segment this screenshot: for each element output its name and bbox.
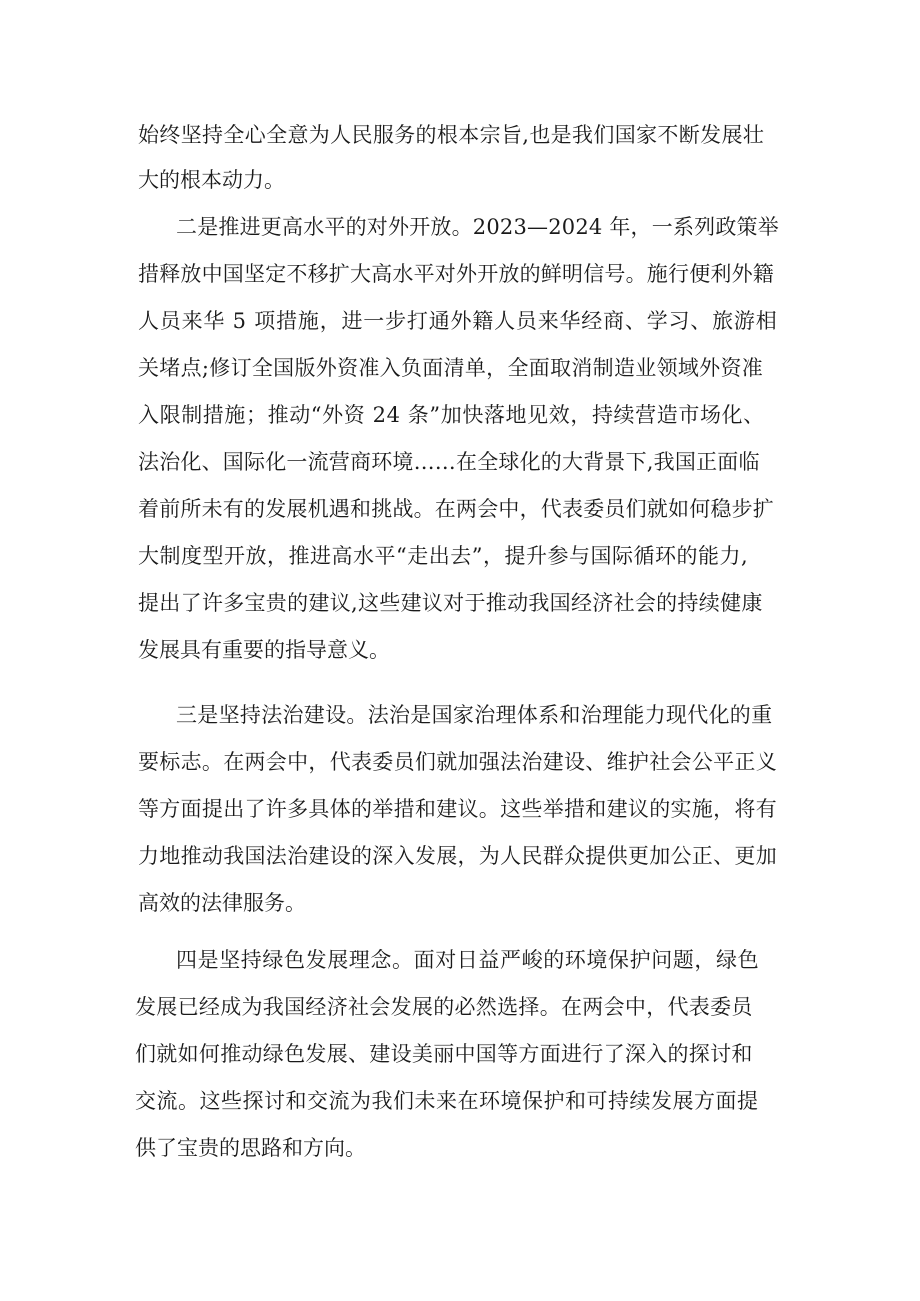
- paragraph-4-line-3: 们就如何推动绿色发展、建设美丽中国等方面进行了深入的探讨和: [135, 1042, 753, 1066]
- paragraph-1-line-2: 大的根本动力。: [138, 168, 285, 192]
- paragraph-3-line-1: 三是坚持法治建设。法治是国家治理体系和治理能力现代化的重: [176, 703, 773, 727]
- paragraph-3-line-4: 力地推动我国法治建设的深入发展，为人民群众提供更加公正、更加: [138, 844, 777, 868]
- paragraph-2-line-8: 大制度型开放，推进高水平“走出去”，提升参与国际循环的能力,: [138, 544, 749, 568]
- paragraph-4-line-4: 交流。这些探讨和交流为我们未来在环境保护和可持续发展方面提: [135, 1089, 759, 1113]
- paragraph-2-line-6: 法治化、国际化一流营商环境……在全球化的大背景下,我国正面临: [138, 450, 760, 474]
- paragraph-2-line-7: 着前所未有的发展机遇和挑战。在两会中，代表委员们就如何稳步扩: [138, 497, 774, 521]
- paragraph-3-line-3: 等方面提出了许多具体的举措和建议。这些举措和建议的实施，将有: [138, 797, 777, 821]
- paragraph-2-line-1: 二是推进更高水平的对外开放。2023—2024 年，一系列政策举: [176, 215, 779, 239]
- paragraph-1-line-1: 始终坚持全心全意为人民服务的根本宗旨,也是我们国家不断发展壮: [138, 123, 765, 147]
- paragraph-2-line-4: 关堵点;修订全国版外资准入负面清单，全面取消制造业领域外资准: [138, 356, 764, 380]
- paragraph-4-line-1: 四是坚持绿色发展理念。面对日益严峻的环境保护问题，绿色: [176, 948, 760, 972]
- paragraph-4-line-2: 发展已经成为我国经济社会发展的必然选择。在两会中，代表委员: [135, 995, 753, 1019]
- paragraph-2-line-5: 入限制措施；推动“外资 24 条”加快落地见效，持续营造市场化、: [138, 403, 765, 427]
- paragraph-3-line-5: 高效的法律服务。: [138, 891, 306, 915]
- paragraph-2-line-3: 人员来华 5 项措施，进一步打通外籍人员来华经商、学习、旅游相: [138, 309, 778, 333]
- paragraph-3-line-2: 要标志。在两会中，代表委员们就加强法治建设、维护社会公平正义: [138, 750, 777, 774]
- paragraph-4-line-5: 供了宝贵的思路和方向。: [135, 1136, 366, 1160]
- paragraph-2-line-9: 提出了许多宝贵的建议,这些建议对于推动我国经济社会的持续健康: [138, 591, 763, 615]
- paragraph-2-line-2: 措释放中国坚定不移扩大高水平对外开放的鲜明信号。施行便利外籍: [138, 262, 774, 286]
- paragraph-2-line-10: 发展具有重要的指导意义。: [138, 638, 390, 662]
